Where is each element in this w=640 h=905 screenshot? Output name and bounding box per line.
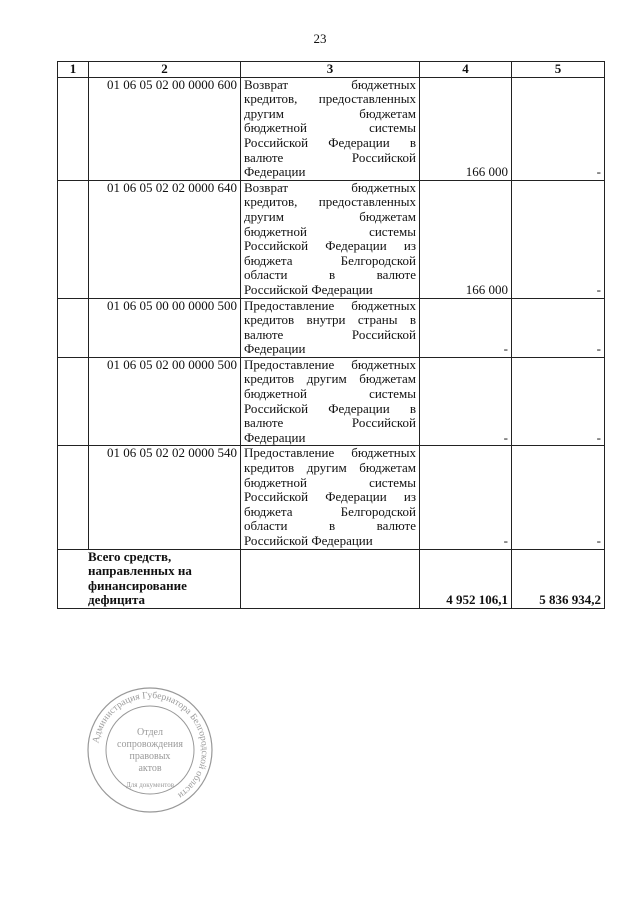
item-name-line: Возврат бюджетных <box>244 76 416 92</box>
header-cell-2: 2 <box>89 62 241 78</box>
budget-code-cell: 01 06 05 00 00 0000 500 <box>89 298 241 357</box>
total-empty-cell <box>241 549 420 608</box>
budget-table <box>57 61 605 609</box>
item-name-line: Российской Федерации <box>244 533 373 548</box>
table-row <box>58 446 605 549</box>
row-index-cell <box>58 298 89 357</box>
seal-inner-line: актов <box>138 763 162 774</box>
amount-col5-cell: - <box>512 77 605 180</box>
item-name-line: Предоставление бюджетных <box>244 445 416 461</box>
seal-outer-text: Администрация Губернатора Белгородской области <box>91 690 210 801</box>
seal-bottom-text: Для документов <box>125 781 175 789</box>
total-amount-col5: 5 836 934,2 <box>512 549 605 608</box>
header-cell-5: 5 <box>512 62 605 78</box>
item-name-line: Российской Федерации <box>244 281 373 297</box>
table-row <box>58 180 605 298</box>
budget-code-cell: 01 06 05 02 00 0000 600 <box>89 77 241 180</box>
amount-col5-cell: - <box>512 446 605 549</box>
page-number: 23 <box>313 31 327 46</box>
item-name-line: области в валюте <box>244 518 416 534</box>
total-label <box>58 549 241 608</box>
item-name-line: валюте Российской <box>244 326 416 342</box>
amount-col5-cell: - <box>512 357 605 446</box>
item-name-line: бюджета Белгородской <box>244 252 416 268</box>
total-label-line: финансирование <box>88 577 187 593</box>
item-name-cell <box>241 77 420 180</box>
item-name-line: Возврат бюджетных <box>244 179 416 195</box>
item-name-line: Российской Федерации в <box>244 134 416 150</box>
item-name-line: бюджета Белгородской <box>244 503 416 519</box>
table-row <box>58 77 605 180</box>
item-name-line: бюджетной системы <box>244 386 416 402</box>
item-name-cell <box>241 298 420 357</box>
item-name-line: валюте Российской <box>244 149 416 165</box>
budget-code-cell: 01 06 05 02 02 0000 540 <box>89 446 241 549</box>
official-seal-stamp <box>85 685 215 815</box>
header-cell-1: 1 <box>58 62 89 78</box>
item-name-line: Федерации <box>244 164 306 180</box>
table-row <box>58 357 605 446</box>
table-header-row <box>58 62 605 78</box>
item-name-line: области в валюте <box>244 267 416 283</box>
row-index-cell <box>58 180 89 298</box>
budget-code-cell: 01 06 05 02 02 0000 640 <box>89 180 241 298</box>
item-name-line: Российской Федерации из <box>244 489 416 505</box>
seal-inner-line: сопровождения <box>117 739 183 750</box>
item-name-line: бюджетной системы <box>244 223 416 239</box>
item-name-line: Российской Федерации из <box>244 238 416 254</box>
item-name-line: бюджетной системы <box>244 474 416 490</box>
total-row <box>58 549 605 608</box>
item-name-line: Предоставление бюджетных <box>244 297 416 313</box>
seal-inner-line: правовых <box>129 751 171 762</box>
header-cell-3: 3 <box>241 62 420 78</box>
total-label-line: дефицита <box>88 592 146 608</box>
item-name-line: бюджетной системы <box>244 120 416 136</box>
total-amount-col4: 4 952 106,1 <box>420 549 512 608</box>
amount-col5-cell: - <box>512 298 605 357</box>
item-name-line: кредитов, предоставленных <box>244 194 416 210</box>
total-label-line: направленных на <box>88 563 192 579</box>
item-name-line: другим бюджетам <box>244 105 416 121</box>
item-name-line: Российской Федерации в <box>244 400 416 416</box>
amount-col5-cell: - <box>512 180 605 298</box>
item-name-line: Предоставление бюджетных <box>244 356 416 372</box>
header-cell-4: 4 <box>420 62 512 78</box>
item-name-cell <box>241 446 420 549</box>
row-index-cell <box>58 77 89 180</box>
seal-inner-line: Отдел <box>137 727 163 738</box>
item-name-line: кредитов другим бюджетам <box>244 371 416 387</box>
item-name-cell <box>241 180 420 298</box>
item-name-cell <box>241 357 420 446</box>
item-name-line: кредитов другим бюджетам <box>244 460 416 476</box>
amount-col4-cell: 166 000 <box>420 77 512 180</box>
item-name-line: кредитов, предоставленных <box>244 91 416 107</box>
amount-col4-cell: - <box>420 298 512 357</box>
amount-col4-cell: 166 000 <box>420 180 512 298</box>
table-row <box>58 298 605 357</box>
item-name-line: валюте Российской <box>244 415 416 431</box>
amount-col4-cell: - <box>420 357 512 446</box>
amount-col4-cell: - <box>420 446 512 549</box>
row-index-cell <box>58 446 89 549</box>
row-index-cell <box>58 357 89 446</box>
total-label-line: Всего средств, <box>88 548 172 564</box>
budget-code-cell: 01 06 05 02 00 0000 500 <box>89 357 241 446</box>
item-name-line: Федерации <box>244 341 306 357</box>
item-name-line: кредитов внутри страны в <box>244 312 416 328</box>
item-name-line: другим бюджетам <box>244 208 416 224</box>
item-name-line: Федерации <box>244 429 306 445</box>
